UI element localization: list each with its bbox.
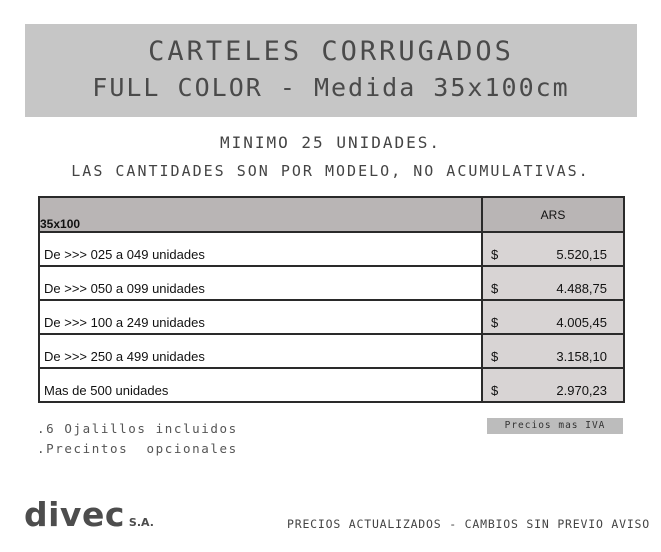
price-cell [482, 334, 624, 368]
footer-disclaimer: PRECIOS ACTUALIZADOS - CAMBIOS SIN PREVIO AVISO [287, 517, 651, 531]
per-model-notice: LAS CANTIDADES SON POR MODELO, NO ACUMULATIVAS. [71, 162, 590, 180]
price-cell [482, 368, 624, 402]
quantity-range: De >>> 250 a 499 unidades [44, 349, 205, 364]
table-row [39, 368, 624, 402]
quantity-cell [39, 300, 482, 334]
minimum-notice: MINIMO 25 UNIDADES. [219, 133, 442, 152]
seals-note: .Precintos opcionales [37, 441, 238, 456]
price-table [38, 196, 625, 403]
table-row [39, 300, 624, 334]
header-banner [25, 24, 637, 117]
currency-header: ARS [482, 197, 624, 232]
iva-badge: Precios mas IVA [487, 418, 623, 434]
brand-logo [24, 495, 154, 534]
currency-symbol: $ [491, 315, 499, 330]
brand-suffix: S.A. [128, 516, 154, 529]
price-value: 4.488,75 [556, 281, 607, 296]
table-row [39, 334, 624, 368]
page-subtitle: FULL COLOR - Medida 35x100cm [92, 73, 570, 102]
brand-name: divec [24, 495, 125, 534]
quantity-range: Mas de 500 unidades [44, 383, 169, 398]
currency-symbol: $ [491, 247, 499, 262]
table-row [39, 232, 624, 266]
quantity-cell [39, 266, 482, 300]
notes [37, 419, 238, 459]
currency-symbol: $ [491, 281, 499, 296]
price-value: 5.520,15 [556, 247, 607, 262]
price-value: 4.005,45 [556, 315, 607, 330]
quantity-range: De >>> 100 a 249 unidades [44, 315, 205, 330]
currency-symbol: $ [491, 383, 499, 398]
table-row [39, 266, 624, 300]
price-cell [482, 266, 624, 300]
price-value: 3.158,10 [556, 349, 607, 364]
quantity-range: De >>> 025 a 049 unidades [44, 247, 205, 262]
price-cell [482, 232, 624, 266]
price-cell [482, 300, 624, 334]
quantity-cell [39, 334, 482, 368]
page-title: CARTELES CORRUGADOS [148, 36, 514, 67]
model-header: 35x100 [39, 197, 482, 232]
table-header-row [39, 197, 624, 232]
price-value: 2.970,23 [556, 383, 607, 398]
currency-symbol: $ [491, 349, 499, 364]
quantity-cell [39, 368, 482, 402]
quantity-range: De >>> 050 a 099 unidades [44, 281, 205, 296]
quantity-cell [39, 232, 482, 266]
eyelets-note: .6 Ojalillos incluidos [37, 421, 238, 436]
